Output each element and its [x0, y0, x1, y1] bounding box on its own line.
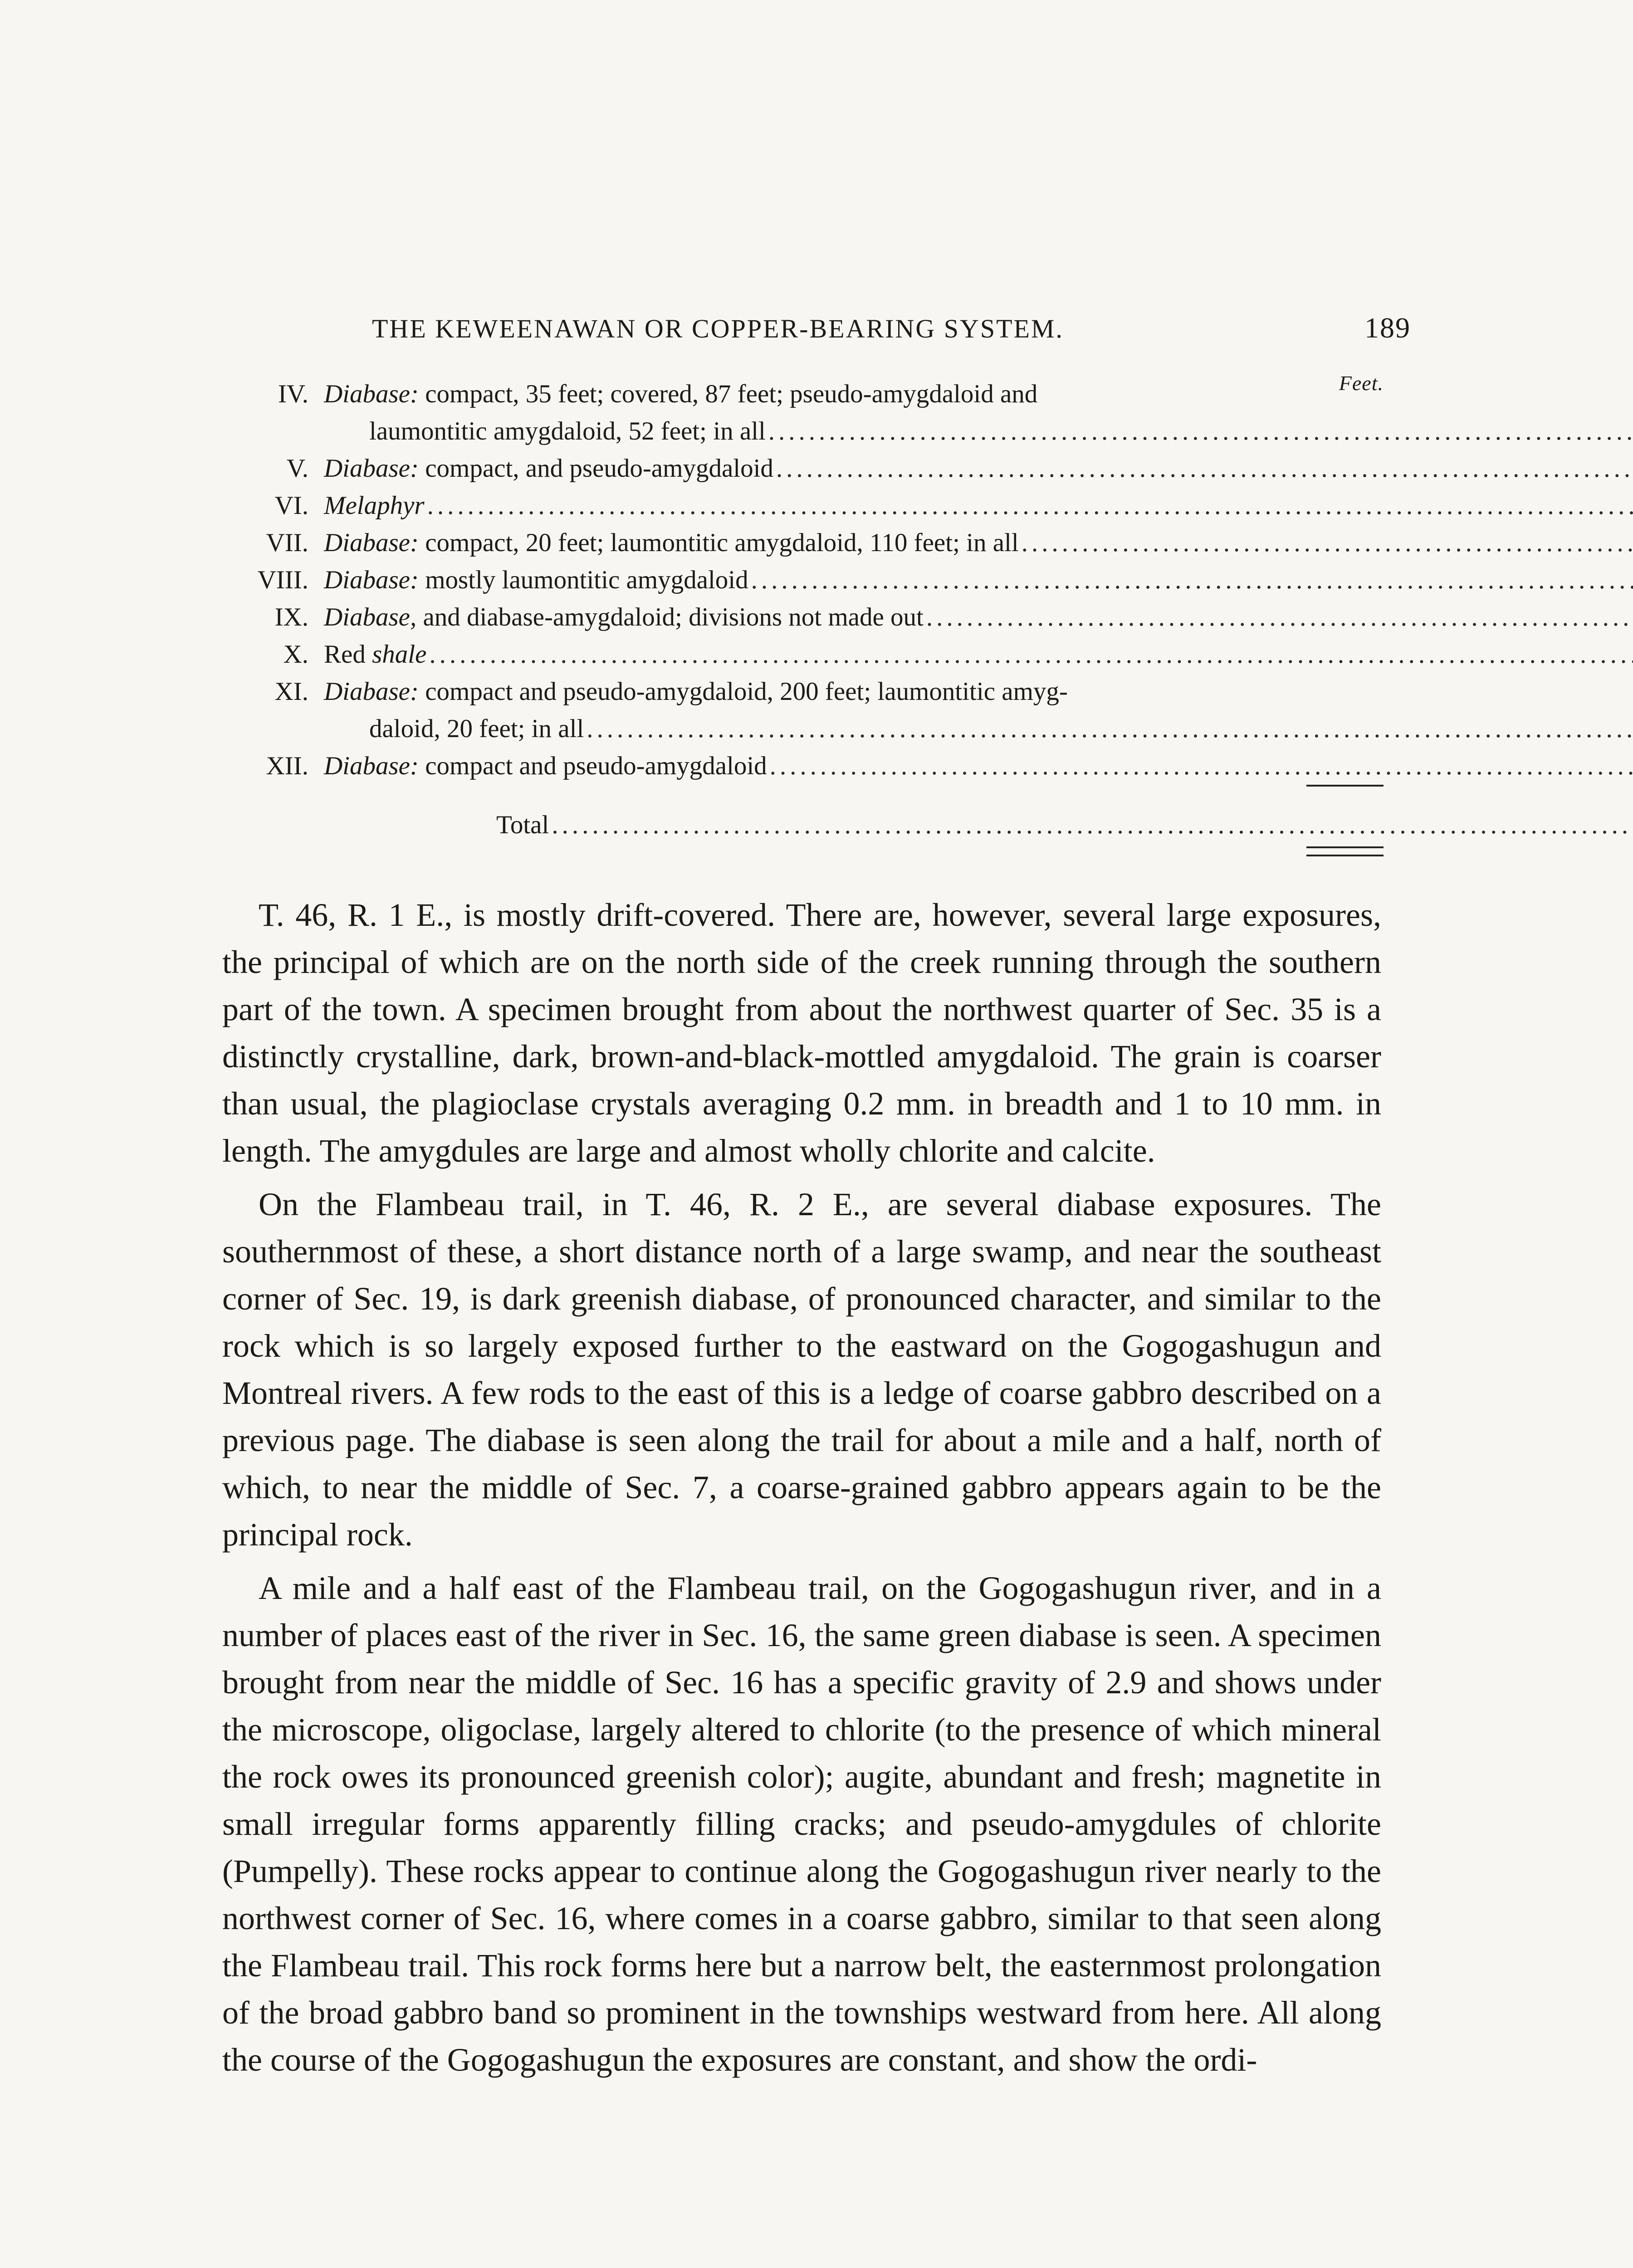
sum-rule: [1306, 785, 1384, 787]
row-description: [324, 413, 1633, 450]
total-row: [213, 807, 1384, 844]
page-number: 189: [1364, 312, 1411, 344]
body-text: [222, 891, 1381, 2090]
leader-dots: [926, 599, 1633, 636]
leader-dots: [552, 807, 1633, 844]
row-numeral: XII.: [266, 752, 308, 780]
leader-dots: [429, 636, 1633, 673]
row-numeral: VII.: [266, 528, 308, 557]
running-head: [372, 311, 1411, 347]
rock-name: Diabase:: [324, 566, 419, 594]
row-text: daloid, 20 feet; in all: [369, 714, 584, 743]
row-text: laumontitic amygdaloid, 52 feet; in all: [369, 417, 766, 445]
leader-dots: [768, 413, 1633, 450]
row-numeral: VI.: [274, 491, 308, 520]
row-numeral: IX.: [274, 603, 308, 631]
rock-prefix: Red: [324, 640, 372, 669]
rock-name: Diabase:: [324, 752, 419, 780]
row-description: [324, 487, 1633, 524]
rock-name: Diabase:: [324, 454, 419, 483]
row-text: and diabase-amygdaloid; divisions not made out: [416, 603, 924, 631]
row-description: [324, 450, 1633, 487]
table-row: [213, 376, 1384, 413]
row-description: [324, 673, 1293, 710]
row-text: compact, 35 feet; covered, 87 feet; pseudo-amygdaloid and: [418, 380, 1038, 408]
rock-name: Diabase:: [324, 528, 419, 557]
leader-dots: [751, 562, 1633, 599]
row-description: [324, 524, 1633, 562]
row-numeral: X.: [283, 640, 308, 669]
table-row: [213, 599, 1384, 636]
total-label: Total: [496, 811, 549, 839]
table-row: [213, 450, 1384, 487]
rock-name: Diabase:: [324, 677, 419, 706]
rock-name: Melaphyr: [324, 491, 425, 520]
leader-dots: [776, 450, 1633, 487]
table-row: [213, 748, 1384, 785]
row-numeral: XI.: [274, 677, 308, 706]
row-description: [324, 636, 1633, 673]
leader-dots: [1022, 524, 1633, 562]
paragraph: T. 46, R. 1 E., is mostly drift-covered. There are, however, several large exposures, the principal of which are on the north side of the creek running through the southern part of the town. A specimen brought from about the northwest quarter of Sec. 35 is a distinctly crystalline, dark, brown-and-black-mottled amygdaloid. The grain is coarser than usual, the plagioclase crystals averaging 0.2 mm. in breadth and 1 to 10 mm. in length. The amygdules are large and almost wholly chlorite and calcite.: [222, 897, 1381, 1169]
table-row: [213, 524, 1384, 562]
table-row: [213, 562, 1384, 599]
row-numeral: IV.: [278, 380, 308, 408]
unit-header: Feet.: [1339, 371, 1384, 395]
running-head-title: THE KEWEENAWAN OR COPPER-BEARING SYSTEM.: [372, 314, 1064, 343]
rock-name: Diabase,: [324, 603, 417, 631]
row-description: [324, 562, 1633, 599]
table-row: [213, 487, 1384, 524]
table-row: [213, 636, 1384, 673]
table-row-continuation: [213, 710, 1384, 748]
leader-dots: [427, 487, 1633, 524]
row-text: compact, and pseudo-amygdaloid: [418, 454, 773, 483]
rock-name: shale: [372, 640, 427, 669]
row-text: compact and pseudo-amygdaloid, 200 feet; laumontitic amyg-: [418, 677, 1068, 706]
table-row-continuation: [213, 413, 1384, 450]
row-numeral: VIII.: [257, 566, 308, 594]
strata-table: [213, 371, 1384, 844]
row-text: mostly laumontitic amygdaloid: [418, 566, 748, 594]
row-description: [324, 710, 1633, 748]
table-row: [213, 673, 1384, 710]
paragraph: On the Flambeau trail, in T. 46, R. 2 E., are several diabase exposures. The southernmost of these, a short distance north of a large swamp, and near the southeast corner of Sec. 19, is dark greenish diabase, of pronounced character, and similar to the rock which is so largely exposed further to the eastward on the Gogogashugun and Montreal rivers. A few rods to the east of this is a ledge of coarse gabbro described on a previous page. The diabase is seen along the trail for about a mile and a half, north of which, to near the middle of Sec. 7, a coarse-grained gabbro appears again to be the principal rock.: [222, 1186, 1381, 1553]
row-text: compact and pseudo-amygdaloid: [418, 752, 767, 780]
paragraph: A mile and a half east of the Flambeau trail, on the Gogogashugun river, and in a number of places east of the river in Sec. 16, the same green diabase is seen. A specimen brought from near the middle of Sec. 16 has a specific gravity of 2.9 and shows under the microscope, oligoclase, largely altered to chlorite (to the presence of which mineral the rock owes its pronounced greenish color); augite, abundant and fresh; magnetite in small irregular forms apparently filling cracks; and pseudo-amygdules of chlorite (Pumpelly). These rocks appear to continue along the Gogogashugun river nearly to the northwest corner of Sec. 16, where comes in a coarse gabbro, similar to that seen along the Flambeau trail. This rock forms here but a narrow belt, the easternmost prolongation of the broad gabbro band so prominent in the townships westward from here. All along the course of the Gogogashugun the exposures are constant, and show the ordi-: [222, 1570, 1381, 2078]
total-double-rule: [1306, 846, 1384, 856]
row-text: compact, 20 feet; laumontitic amygdaloid, 110 feet; in all: [418, 528, 1019, 557]
total-description: [324, 807, 1633, 844]
row-description: [324, 376, 1293, 413]
leader-dots: [587, 710, 1633, 748]
rock-name: Diabase:: [324, 380, 419, 408]
leader-dots: [770, 748, 1633, 785]
row-description: [324, 748, 1633, 785]
row-numeral: V.: [286, 454, 308, 483]
row-description: [324, 599, 1633, 636]
